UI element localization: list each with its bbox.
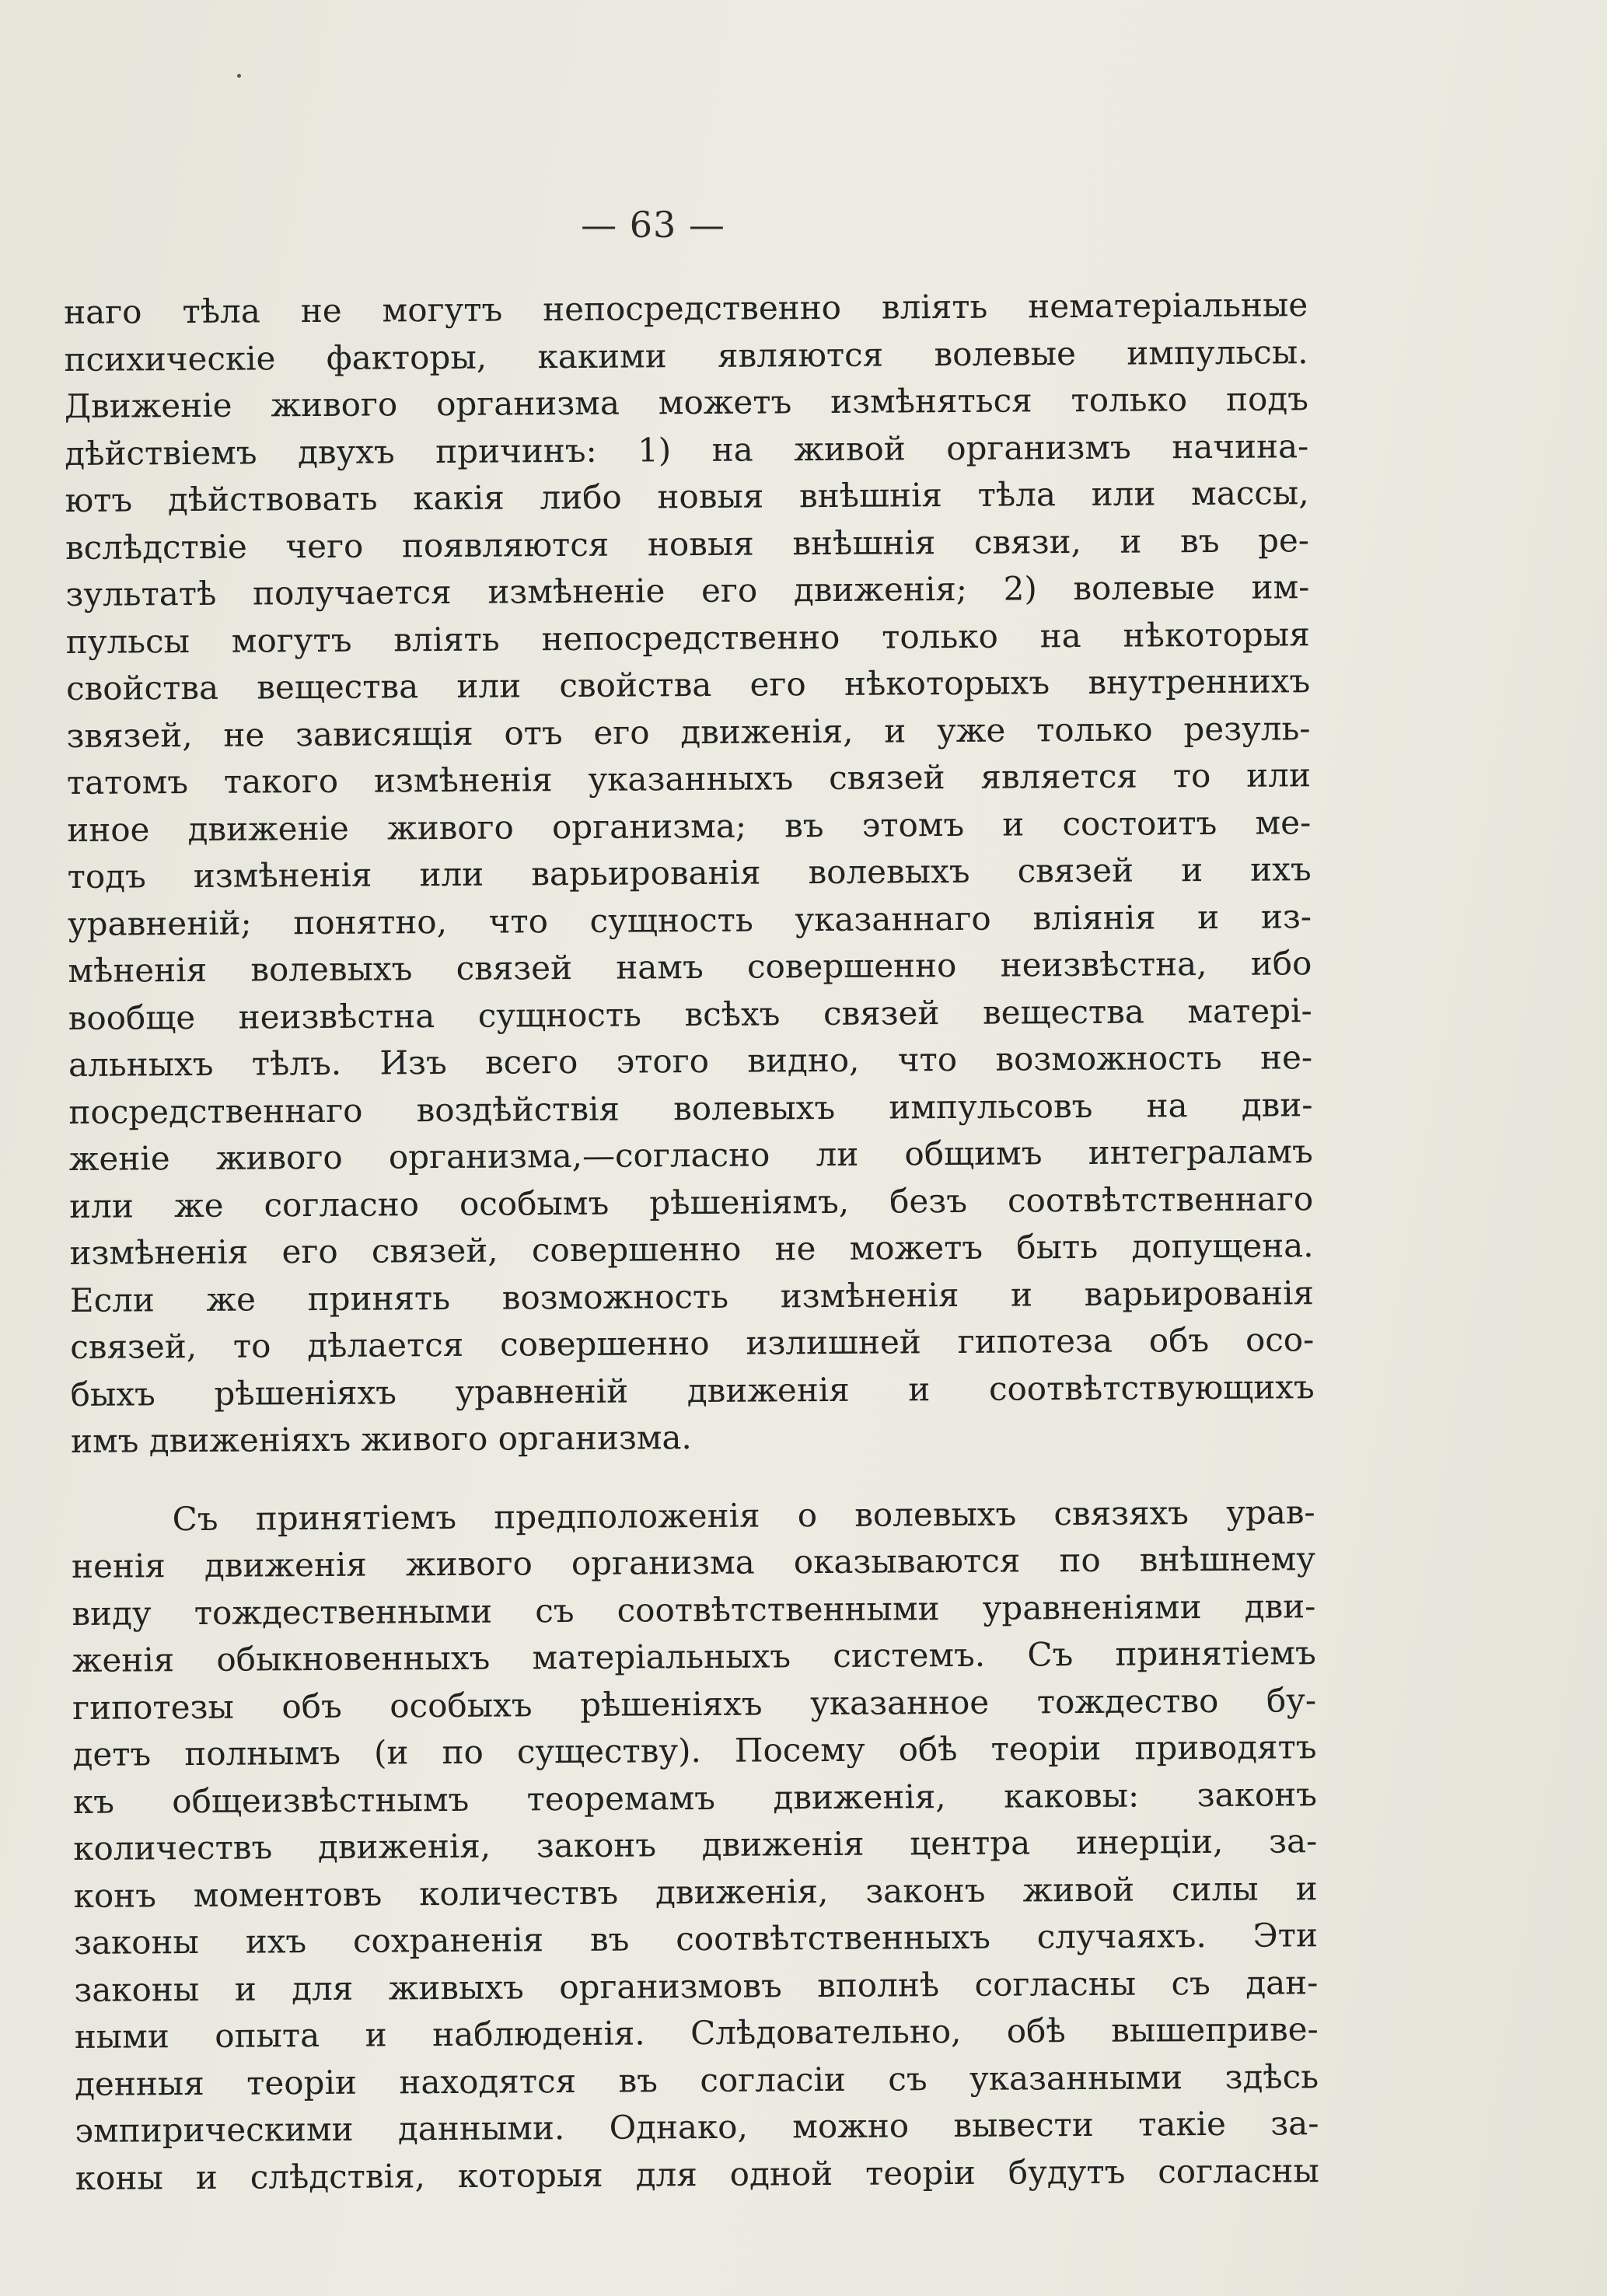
text-line: количествъ движенiя, законъ движенiя центра инерцiи, за- — [73, 1822, 1318, 1868]
text-line: Если же принять возможность измѣненiя и варьированiя — [69, 1273, 1315, 1319]
text-line: измѣненiя его связей, совершенно не можетъ быть допущена. — [69, 1226, 1314, 1272]
text-line: гипотезы объ особыхъ рѣшенiяхъ указанное тождество бу- — [72, 1680, 1317, 1727]
text-line: быхъ рѣшенiяхъ уравненiй движенiя и соотвѣтствующихъ — [70, 1367, 1315, 1414]
text-line: конъ моментовъ количествъ движенiя, законъ живой силы и — [73, 1868, 1318, 1915]
text-line: къ общеизвѣстнымъ теоремамъ движенiя, каковы: законъ — [72, 1774, 1318, 1821]
paragraph-2 — [71, 1489, 1319, 2202]
print-speck — [237, 74, 241, 78]
text-line: тодъ измѣненiя или варьированiя волевыхъ связей и ихъ — [67, 850, 1312, 896]
text-line: свойства вещества или свойства его нѣкоторыхъ внутреннихъ — [65, 662, 1311, 708]
text-line: ненiя движенiя живого организма оказываются по внѣшнему — [71, 1539, 1316, 1585]
text-line: имъ движенiяхъ живого организма. — [70, 1418, 692, 1460]
text-line: законы и для живыхъ организмовъ вполнѣ согласны съ дан- — [74, 1962, 1319, 2009]
text-line: или же согласно особымъ рѣшенiямъ, безъ соотвѣтственнаго — [69, 1179, 1314, 1225]
paragraph-1 — [64, 281, 1315, 1465]
text-line: законы ихъ сохраненiя въ соотвѣтственныхъ случаяхъ. Эти — [73, 1916, 1319, 1962]
text-line: зультатѣ получается измѣненiе его движенiя; 2) волевые им- — [65, 568, 1310, 613]
text-line: ными опыта и наблюденiя. Слѣдовательно, обѣ вышеприве- — [74, 2010, 1319, 2056]
text-line: женiе живого организма,—согласно ли общимъ интеграламъ — [68, 1132, 1313, 1178]
text-line: звязей, не зависящiя отъ его движенiя, и уже только резуль- — [66, 708, 1311, 755]
page-number: — 63 — — [581, 204, 725, 246]
text-line: психическiе факторы, какими являются волевые импульсы. — [64, 332, 1308, 379]
text-line: иное движенiе живого организма; въ этомъ и состоитъ ме- — [67, 802, 1312, 849]
text-line: связей, то дѣлается совершенно излишней гипотеза объ осо- — [70, 1320, 1315, 1366]
text-line: эмпирическими данными. Однако, можно вывести такiе за- — [75, 2104, 1319, 2150]
text-line: вслѣдствiе чего появляются новыя внѣшнiя связи, и въ ре- — [65, 520, 1310, 567]
text-line: мѣненiя волевыхъ связей намъ совершенно неизвѣстна, ибо — [68, 944, 1312, 990]
text-line: альныхъ тѣлъ. Изъ всего этого видно, что возможность не- — [68, 1038, 1313, 1084]
text-line: женiя обыкновенныхъ матерiальныхъ системъ. Съ принятiемъ — [72, 1634, 1316, 1679]
text-line: вообще неизвѣстна сущность всѣхъ связей вещества матерi- — [68, 991, 1312, 1037]
text-line: Съ принятiемъ предположенiя о волевыхъ связяхъ урав- — [172, 1492, 1315, 1538]
text-line: дѣйствiемъ двухъ причинъ: 1) на живой организмъ начина- — [65, 426, 1309, 473]
text-line: уравненiй; понятно, что сущность указаннаго влiянiя и из- — [67, 896, 1312, 943]
text-line: наго тѣла не могутъ непосредственно влiять нематерiальные — [64, 285, 1308, 331]
text-line: пульсы могутъ влiять непосредственно только на нѣкоторыя — [65, 614, 1310, 661]
text-line: денныя теорiи находятся въ согласiи съ указанными здѣсь — [74, 2057, 1319, 2103]
text-line: Движенiе живого организма можетъ измѣняться только подъ — [64, 379, 1309, 425]
text-line: посредственнаго воздѣйствiя волевыхъ импульсовъ на дви- — [68, 1085, 1313, 1131]
body-text — [64, 281, 1319, 2202]
text-line: татомъ такого измѣненiя указанныхъ связей является то или — [66, 756, 1311, 802]
text-line: ютъ дѣйствовать какiя либо новыя внѣшнiя тѣла или массы, — [65, 474, 1309, 519]
text-line: коны и слѣдствiя, которыя для одной теорiи будутъ согласны — [75, 2151, 1319, 2197]
text-line: детъ полнымъ (и по существу). Посему обѣ теорiи приводятъ — [72, 1728, 1317, 1774]
text-line: виду тождественными съ соотвѣтственными уравненiями дви- — [72, 1586, 1316, 1633]
